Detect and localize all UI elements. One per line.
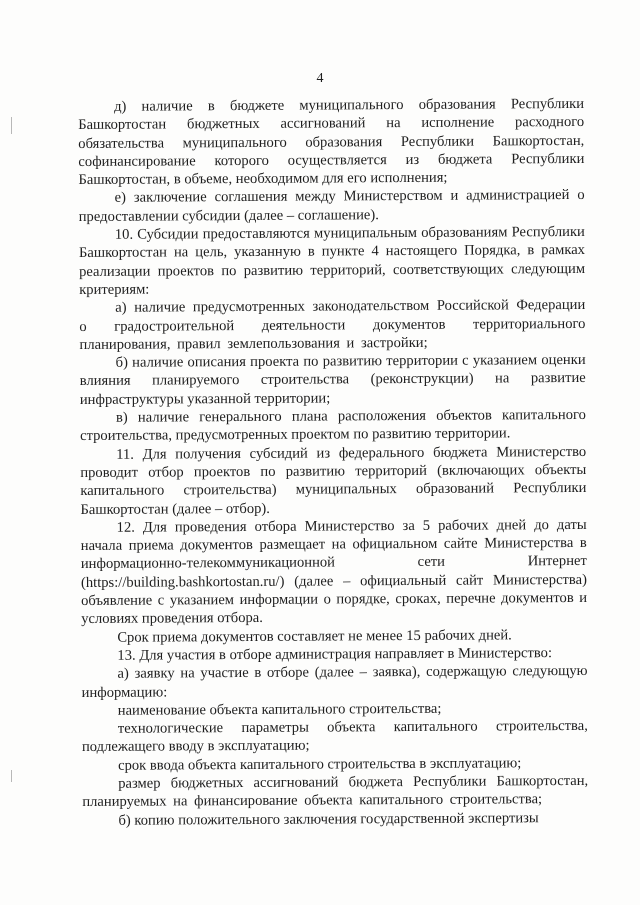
paragraph-criterion-b: б) наличие описания проекта по развитию территории с указанием оценки влияния планируемого строительства (реконструкции) на развитие инфраструктуры указанной территории; <box>79 352 586 408</box>
scan-margin-mark <box>11 770 12 782</box>
paragraph-tech-params: технологические параметры объекта капитального строительства, подлежащего вводу в эксплуатацию; <box>81 717 588 756</box>
paragraph-criterion-a: а) наличие предусмотренных законодательством Российской Федерации о градостроительной деятельности документов территориального планирования, правил землепользования и застройки; <box>79 297 586 353</box>
paragraph-budget-amount: размер бюджетных ассигнований бюджета Республики Башкортостан, планируемых на финансирование объекта капитального строительства; <box>82 772 589 811</box>
paragraph-deadline: Срок приема документов составляет не менее 15 рабочих дней. <box>117 626 512 646</box>
document-body <box>78 95 588 830</box>
paragraph-application-b: б) копию положительного заключения государственной экспертизы <box>118 809 539 829</box>
paragraph-item-d: д) наличие в бюджете муниципального образования Республики Башкортостан бюджетных ассигнований на исполнение расходного обязательства муниципального образования Республики Башкортостан, софинансирование которого осуществляется из бюджета Республики Башкортостан, в объеме, необходимом для его исполнения; <box>78 95 585 189</box>
paragraph-criterion-c: в) наличие генерального плана расположения объектов капитального строительства, предусмотренных проектом по развитию территории. <box>80 406 586 445</box>
paragraph-object-name: наименование объекта капитального строительства; <box>117 700 442 719</box>
paragraph-clause-10: 10. Субсидии предоставляются муниципальным образованиям Республики Башкортостан на цель, указанную в пункте 4 настоящего Порядка, в рамках реализации проектов по развитию территорий, соответствующих следующим критериям: <box>78 223 586 298</box>
paragraph-item-e: е) заключение соглашения между Министерством и администрацией о предоставлении субсидии (далее – соглашение). <box>78 187 585 225</box>
paragraph-clause-11: 11. Для получения субсидий из федерального бюджета Министерство проводит отбор проектов по развитию территорий (включающих объекты капитального строительства) муниципальных образований Республики Башкортостан (далее – отбор). <box>80 443 587 518</box>
paragraph-application-a: а) заявку на участие в отборе (далее – заявка), содержащую следующую информацию: <box>81 663 588 701</box>
paragraph-commissioning-date: срок ввода объекта капитального строительства в эксплуатацию; <box>118 754 522 774</box>
paragraph-clause-13: 13. Для участия в отборе администрация направляет в Министерство: <box>117 645 553 664</box>
paragraph-clause-12: 12. Для проведения отбора Министерство за 5 рабочих дней до даты начала приема документов размещает на официальном сайте Министерства в информационно-телекоммуникационной сети Интернет (https://building.bashkortostan.ru/) (далее – официальный сайт Министерства) объявление с указанием информации о порядке, сроках, перечне документов и условиях проведения отбора. <box>80 516 588 628</box>
scan-margin-mark <box>11 117 12 134</box>
page-number: 4 <box>316 71 324 86</box>
